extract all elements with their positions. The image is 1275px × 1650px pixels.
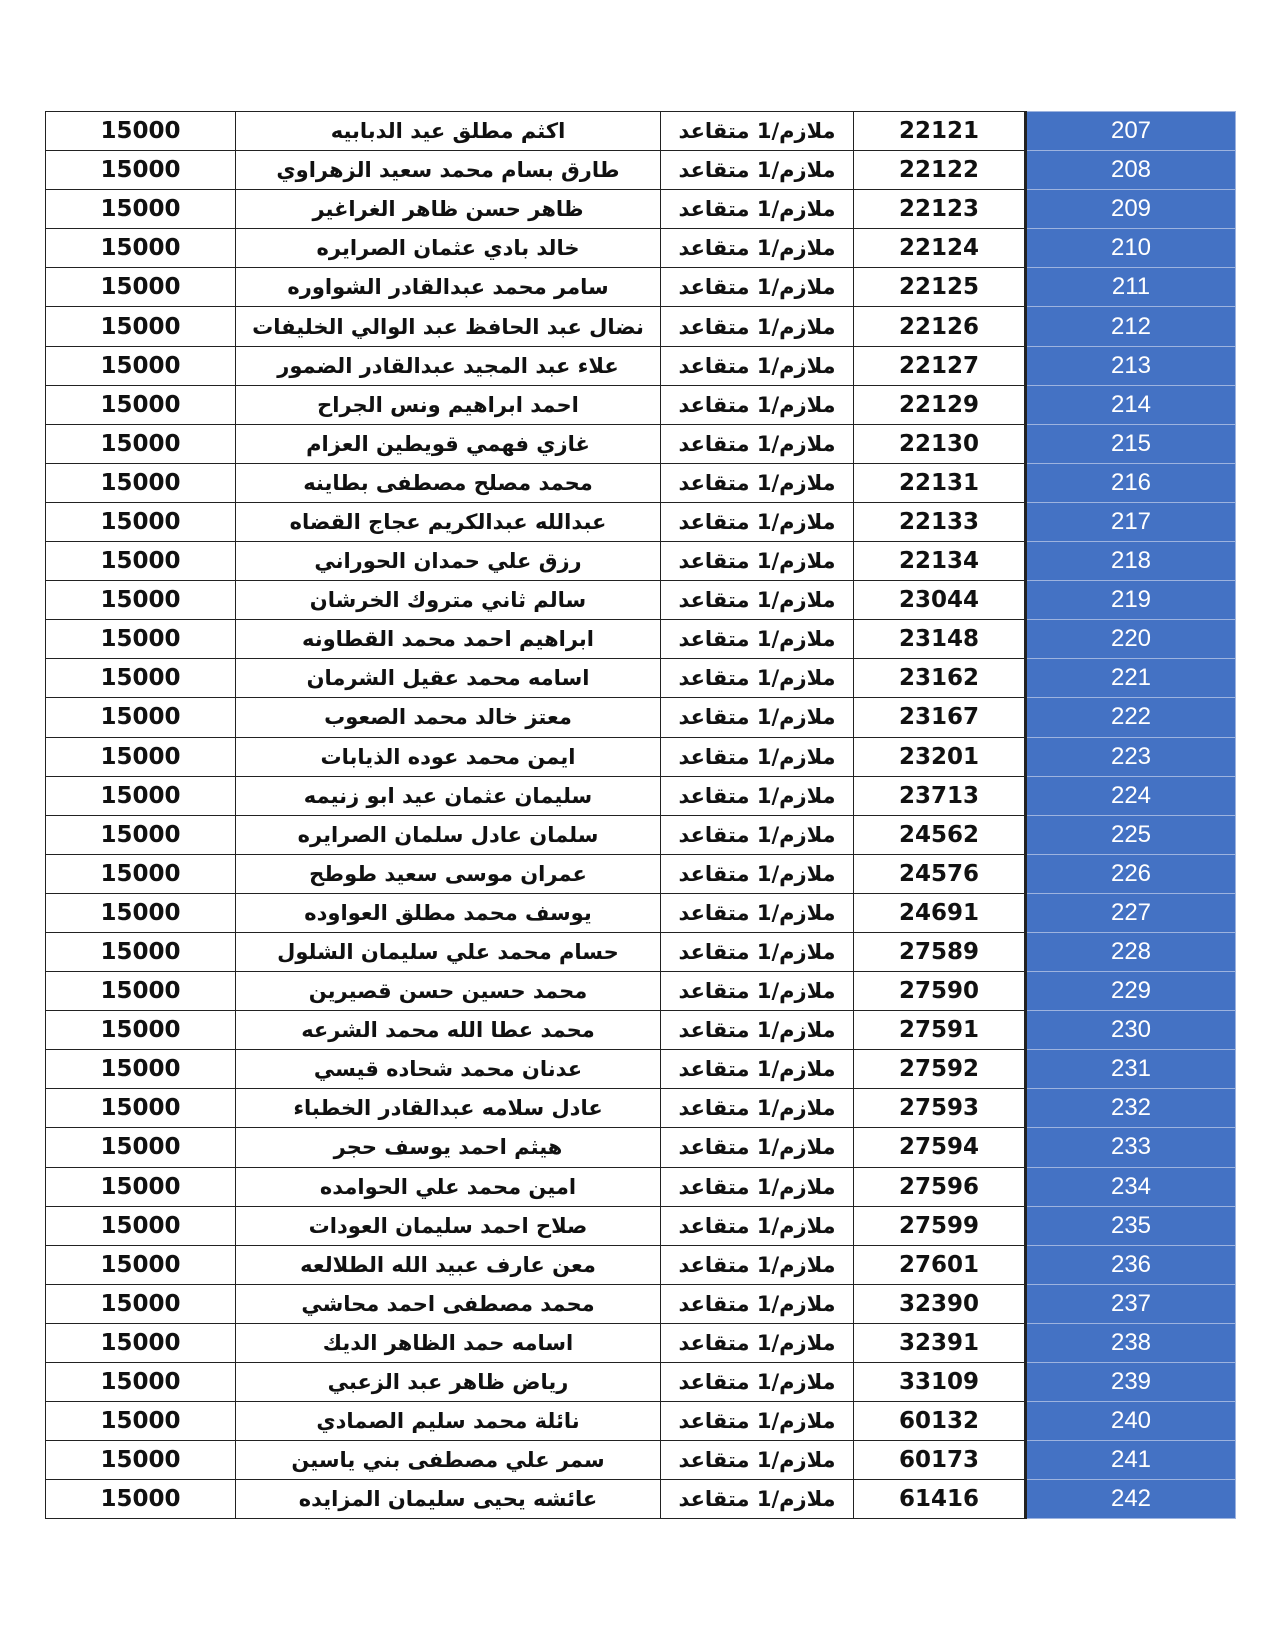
serial-number-cell: 227 [1026,893,1236,932]
serial-number-cell: 237 [1026,1284,1236,1323]
name-cell: طارق بسام محمد سعيد الزهراوي [236,151,661,190]
name-cell: نضال عبد الحافظ عبد الوالي الخليفات [236,307,661,346]
rank-cell: ملازم/1 متقاعد [661,815,854,854]
serial-number-cell: 209 [1026,190,1236,229]
retirees-table [45,111,1236,1519]
table-row [46,385,1236,424]
military-id-cell: 27594 [854,1128,1026,1167]
serial-number-cell: 225 [1026,815,1236,854]
table-row [46,1284,1236,1323]
table-row [46,972,1236,1011]
table-row [46,502,1236,541]
table-row [46,151,1236,190]
name-cell: محمد حسين حسن قصيرين [236,972,661,1011]
name-cell: سليمان عثمان عيد ابو زنيمه [236,776,661,815]
serial-number-cell: 224 [1026,776,1236,815]
serial-number-cell: 232 [1026,1089,1236,1128]
name-cell: عادل سلامه عبدالقادر الخطباء [236,1089,661,1128]
table-row [46,1245,1236,1284]
name-cell: رزق علي حمدان الحوراني [236,542,661,581]
military-id-cell: 23162 [854,659,1026,698]
amount-cell: 15000 [46,1363,236,1402]
amount-cell: 15000 [46,1206,236,1245]
military-id-cell: 27601 [854,1245,1026,1284]
military-id-cell: 23148 [854,620,1026,659]
amount-cell: 15000 [46,307,236,346]
rank-cell: ملازم/1 متقاعد [661,1050,854,1089]
military-id-cell: 22127 [854,346,1026,385]
military-id-cell: 22134 [854,542,1026,581]
table-row [46,581,1236,620]
table-row [46,1206,1236,1245]
table-row [46,307,1236,346]
military-id-cell: 27592 [854,1050,1026,1089]
name-cell: اسامه محمد عقيل الشرمان [236,659,661,698]
serial-number-cell: 213 [1026,346,1236,385]
serial-number-cell: 234 [1026,1167,1236,1206]
serial-number-cell: 221 [1026,659,1236,698]
name-cell: نائلة محمد سليم الصمادي [236,1402,661,1441]
rank-cell: ملازم/1 متقاعد [661,932,854,971]
table-row [46,1480,1236,1519]
name-cell: علاء عبد المجيد عبدالقادر الضمور [236,346,661,385]
amount-cell: 15000 [46,346,236,385]
name-cell: حسام محمد علي سليمان الشلول [236,932,661,971]
amount-cell: 15000 [46,190,236,229]
rank-cell: ملازم/1 متقاعد [661,581,854,620]
table-row [46,854,1236,893]
table-row [46,776,1236,815]
serial-number-cell: 241 [1026,1441,1236,1480]
amount-cell: 15000 [46,1441,236,1480]
name-cell: سامر محمد عبدالقادر الشواوره [236,268,661,307]
table-row [46,1089,1236,1128]
serial-number-cell: 212 [1026,307,1236,346]
rank-cell: ملازم/1 متقاعد [661,1441,854,1480]
military-id-cell: 22123 [854,190,1026,229]
table-row [46,1441,1236,1480]
name-cell: رياض ظاهر عبد الزعبي [236,1363,661,1402]
serial-number-cell: 222 [1026,698,1236,737]
table-row [46,1050,1236,1089]
military-id-cell: 22129 [854,385,1026,424]
rank-cell: ملازم/1 متقاعد [661,1363,854,1402]
military-id-cell: 22125 [854,268,1026,307]
serial-number-cell: 239 [1026,1363,1236,1402]
name-cell: محمد مصلح مصطفى بطاينه [236,463,661,502]
amount-cell: 15000 [46,972,236,1011]
rank-cell: ملازم/1 متقاعد [661,1089,854,1128]
name-cell: عمران موسى سعيد طوطح [236,854,661,893]
name-cell: خالد بادي عثمان الصرايره [236,229,661,268]
military-id-cell: 23201 [854,737,1026,776]
serial-number-cell: 229 [1026,972,1236,1011]
table-row [46,1323,1236,1362]
table-row [46,1167,1236,1206]
rank-cell: ملازم/1 متقاعد [661,659,854,698]
name-cell: احمد ابراهيم ونس الجراح [236,385,661,424]
military-id-cell: 24562 [854,815,1026,854]
serial-number-cell: 220 [1026,620,1236,659]
table-row [46,542,1236,581]
rank-cell: ملازم/1 متقاعد [661,1206,854,1245]
military-id-cell: 27589 [854,932,1026,971]
name-cell: ابراهيم احمد محمد القطاونه [236,620,661,659]
table-body [46,112,1236,1519]
rank-cell: ملازم/1 متقاعد [661,854,854,893]
serial-number-cell: 235 [1026,1206,1236,1245]
amount-cell: 15000 [46,542,236,581]
table-row [46,932,1236,971]
name-cell: عدنان محمد شحاده قيسي [236,1050,661,1089]
name-cell: صلاح احمد سليمان العودات [236,1206,661,1245]
table-row [46,737,1236,776]
serial-number-cell: 207 [1026,112,1236,151]
rank-cell: ملازم/1 متقاعد [661,307,854,346]
amount-cell: 15000 [46,1245,236,1284]
amount-cell: 15000 [46,698,236,737]
serial-number-cell: 226 [1026,854,1236,893]
military-id-cell: 27590 [854,972,1026,1011]
name-cell: اكثم مطلق عيد الدبابيه [236,112,661,151]
serial-number-cell: 216 [1026,463,1236,502]
rank-cell: ملازم/1 متقاعد [661,893,854,932]
rank-cell: ملازم/1 متقاعد [661,268,854,307]
amount-cell: 15000 [46,1089,236,1128]
serial-number-cell: 233 [1026,1128,1236,1167]
amount-cell: 15000 [46,424,236,463]
name-cell: محمد عطا الله محمد الشرعه [236,1011,661,1050]
serial-number-cell: 208 [1026,151,1236,190]
amount-cell: 15000 [46,1402,236,1441]
serial-number-cell: 236 [1026,1245,1236,1284]
military-id-cell: 23167 [854,698,1026,737]
amount-cell: 15000 [46,463,236,502]
table-row [46,112,1236,151]
rank-cell: ملازم/1 متقاعد [661,1011,854,1050]
table-row [46,229,1236,268]
serial-number-cell: 217 [1026,502,1236,541]
amount-cell: 15000 [46,854,236,893]
table-row [46,190,1236,229]
serial-number-cell: 211 [1026,268,1236,307]
rank-cell: ملازم/1 متقاعد [661,737,854,776]
amount-cell: 15000 [46,776,236,815]
serial-number-cell: 230 [1026,1011,1236,1050]
rank-cell: ملازم/1 متقاعد [661,1245,854,1284]
military-id-cell: 27596 [854,1167,1026,1206]
table-row [46,463,1236,502]
rank-cell: ملازم/1 متقاعد [661,229,854,268]
name-cell: غازي فهمي قويطين العزام [236,424,661,463]
amount-cell: 15000 [46,1323,236,1362]
rank-cell: ملازم/1 متقاعد [661,1167,854,1206]
amount-cell: 15000 [46,659,236,698]
table-row [46,620,1236,659]
amount-cell: 15000 [46,1128,236,1167]
serial-number-cell: 242 [1026,1480,1236,1519]
rank-cell: ملازم/1 متقاعد [661,1323,854,1362]
military-id-cell: 22121 [854,112,1026,151]
serial-number-cell: 218 [1026,542,1236,581]
table-row [46,424,1236,463]
amount-cell: 15000 [46,893,236,932]
military-id-cell: 23713 [854,776,1026,815]
military-id-cell: 60132 [854,1402,1026,1441]
amount-cell: 15000 [46,932,236,971]
military-id-cell: 22131 [854,463,1026,502]
serial-number-cell: 228 [1026,932,1236,971]
military-id-cell: 22130 [854,424,1026,463]
military-id-cell: 32391 [854,1323,1026,1362]
military-id-cell: 27591 [854,1011,1026,1050]
amount-cell: 15000 [46,268,236,307]
military-id-cell: 22126 [854,307,1026,346]
amount-cell: 15000 [46,385,236,424]
amount-cell: 15000 [46,581,236,620]
retirees-table-sheet [45,111,1235,1519]
rank-cell: ملازم/1 متقاعد [661,151,854,190]
military-id-cell: 27599 [854,1206,1026,1245]
name-cell: ايمن محمد عوده الذيابات [236,737,661,776]
table-row [46,1011,1236,1050]
table-row [46,659,1236,698]
rank-cell: ملازم/1 متقاعد [661,502,854,541]
rank-cell: ملازم/1 متقاعد [661,385,854,424]
serial-number-cell: 210 [1026,229,1236,268]
serial-number-cell: 231 [1026,1050,1236,1089]
name-cell: ظاهر حسن ظاهر الغراغير [236,190,661,229]
serial-number-cell: 214 [1026,385,1236,424]
name-cell: عائشه يحيى سليمان المزايده [236,1480,661,1519]
name-cell: سالم ثاني متروك الخرشان [236,581,661,620]
rank-cell: ملازم/1 متقاعد [661,1480,854,1519]
table-row [46,1128,1236,1167]
amount-cell: 15000 [46,502,236,541]
name-cell: هيثم احمد يوسف حجر [236,1128,661,1167]
name-cell: اسامه حمد الظاهر الديك [236,1323,661,1362]
rank-cell: ملازم/1 متقاعد [661,698,854,737]
amount-cell: 15000 [46,112,236,151]
rank-cell: ملازم/1 متقاعد [661,1402,854,1441]
name-cell: سمر علي مصطفى بني ياسين [236,1441,661,1480]
rank-cell: ملازم/1 متقاعد [661,620,854,659]
military-id-cell: 60173 [854,1441,1026,1480]
rank-cell: ملازم/1 متقاعد [661,1128,854,1167]
military-id-cell: 33109 [854,1363,1026,1402]
name-cell: عبدالله عبدالكريم عجاج القضاه [236,502,661,541]
name-cell: معتز خالد محمد الصعوب [236,698,661,737]
rank-cell: ملازم/1 متقاعد [661,112,854,151]
table-row [46,815,1236,854]
amount-cell: 15000 [46,1480,236,1519]
name-cell: امين محمد علي الحوامده [236,1167,661,1206]
serial-number-cell: 238 [1026,1323,1236,1362]
rank-cell: ملازم/1 متقاعد [661,424,854,463]
amount-cell: 15000 [46,1167,236,1206]
serial-number-cell: 219 [1026,581,1236,620]
military-id-cell: 61416 [854,1480,1026,1519]
rank-cell: ملازم/1 متقاعد [661,776,854,815]
military-id-cell: 24691 [854,893,1026,932]
rank-cell: ملازم/1 متقاعد [661,190,854,229]
rank-cell: ملازم/1 متقاعد [661,972,854,1011]
amount-cell: 15000 [46,815,236,854]
amount-cell: 15000 [46,229,236,268]
military-id-cell: 22122 [854,151,1026,190]
name-cell: يوسف محمد مطلق العواوده [236,893,661,932]
military-id-cell: 27593 [854,1089,1026,1128]
table-row [46,893,1236,932]
rank-cell: ملازم/1 متقاعد [661,463,854,502]
military-id-cell: 32390 [854,1284,1026,1323]
military-id-cell: 24576 [854,854,1026,893]
name-cell: معن عارف عبيد الله الطلالعه [236,1245,661,1284]
table-row [46,698,1236,737]
table-row [46,1402,1236,1441]
table-row [46,346,1236,385]
amount-cell: 15000 [46,620,236,659]
amount-cell: 15000 [46,1050,236,1089]
serial-number-cell: 223 [1026,737,1236,776]
amount-cell: 15000 [46,151,236,190]
name-cell: محمد مصطفى احمد محاشي [236,1284,661,1323]
amount-cell: 15000 [46,1011,236,1050]
rank-cell: ملازم/1 متقاعد [661,346,854,385]
military-id-cell: 23044 [854,581,1026,620]
serial-number-cell: 215 [1026,424,1236,463]
table-row [46,1363,1236,1402]
name-cell: سلمان عادل سلمان الصرايره [236,815,661,854]
amount-cell: 15000 [46,1284,236,1323]
rank-cell: ملازم/1 متقاعد [661,1284,854,1323]
table-row [46,268,1236,307]
amount-cell: 15000 [46,737,236,776]
serial-number-cell: 240 [1026,1402,1236,1441]
military-id-cell: 22133 [854,502,1026,541]
rank-cell: ملازم/1 متقاعد [661,542,854,581]
military-id-cell: 22124 [854,229,1026,268]
